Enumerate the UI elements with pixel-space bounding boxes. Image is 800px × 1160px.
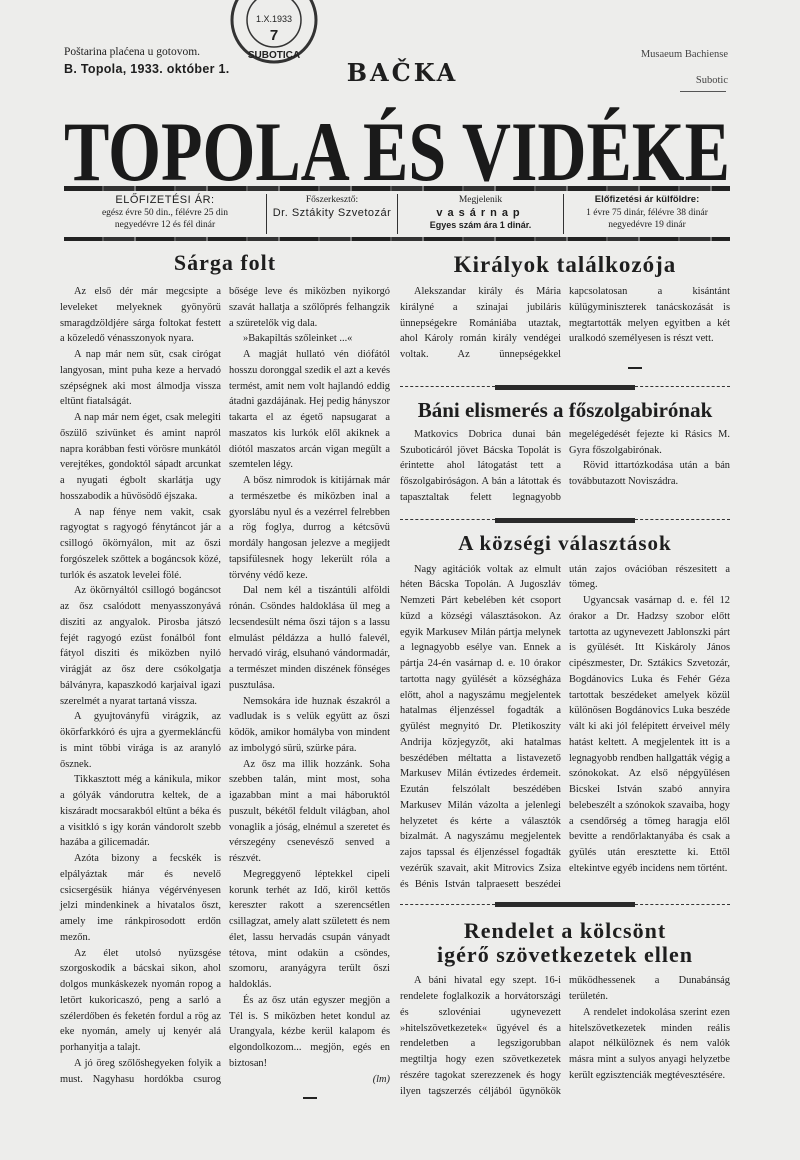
article-title: Királyok találkozója	[453, 252, 677, 277]
right-column	[400, 252, 730, 1099]
end-mark	[303, 1097, 317, 1099]
paragraph: Az ősz ma illik hozzánk. Soha szebben talán, mint most, soha igazabban mint a mai háboruktól puszult, békétől feldult világban, ahol vonaglik a jóság, elnémul a szeretet és vérszegény csenevésző senved a részvét.	[229, 758, 390, 864]
subscription-line: egész évre 50 din., félévre 25 din	[101, 207, 229, 218]
paragraph: És az ősz után egyszer megjön a Tél is. S miközben hetet kondul az Urangyala, kézbe kerül kalapom és elgondolkozom... megjön, egés en biztosan!	[229, 994, 390, 1069]
postmark-city: SUBOTICA	[247, 50, 301, 61]
section-separator	[400, 902, 730, 907]
article-title: Sárga folt	[173, 250, 277, 275]
subscription-line: negyedévre 12 és fél dinár	[114, 220, 216, 230]
foreign-cell	[564, 194, 730, 234]
article-sarga-folt	[60, 250, 390, 1126]
paragraph: A báni hivatal egy szept. 16-i rendelete foglalkozik a horvátországi és szlovéniai ugynevezett »hitelszövetkezetek« ügyével és a rendeletben a legszigorubban megtiltja hogy ezen szövetkezetek részére tagokat szerezzenek és hogy ilyen tagszerzés céljából ügynökök működhessenek a Dunabánság területén.	[400, 975, 730, 1097]
paragraph: Nagy agitációk voltak az elmult héten Bácska Topolán. A Jugoszláv Nemzeti Párt kebelében két csoport küzd a községi választásokon. Az egyik Markusev Milán pártja melynek a legnagyobb esélye van. Ennek a pártja 24-én vasárnap d. e. 10 órakor tartotta nagy gyülését a községháza előtt, ahol a nagyszámu megjelentek hatalmas éljenzéssel fogadták a gyülést megnyitó Dr. Pletikoszity Andrija közjegyzőt, aki hatalmas beszédében méltatta a listavezető Markusev Milán évtizedes érdemeit. Ezután felszólalt beszédében Markusev Milán vázolta a jelenlegi helyzetet és kérte a választók bizalmát. A nagyszámu megjelentek zajos tapssal és éljenzéssel fogadták vezérük szavait, akit Mitrovics Zsiza és Bénis István talpraesett beszédei után zajos ovációban részesitett a tömeg.	[400, 563, 730, 890]
article-body	[60, 284, 390, 1126]
paragraph: A magját hullató vén diófától hosszu doronggal szedik el azt a kevés termést, amit nem volt hajlandó eddig átadni gazdájának. Hej pedig hányszor takarta el az égető napsugarat a maszatos kis lurkók elől akiknek a diótól maszatos arcán vigan megült a szemtelen légy.	[229, 349, 390, 471]
info-bar	[64, 194, 730, 234]
divider	[680, 91, 726, 92]
article-title-line: Rendelet a kölcsönt	[463, 918, 667, 944]
paragraph: Azóta bizony a fecskék is elpályáztak már és nevelő csicsergésük hiánya végérvényesen jelzi mindenkinek a hivatalos őszt, amely ime ránkpirosodott erdőn mezőn.	[60, 853, 221, 943]
subscription-cell	[64, 194, 267, 234]
paragraph: Matkovics Dobrica dunai bán Szuboticáról jövet Bácska Topolát is érintette ahol látogatást tett a főszolgabiróságon. A bán a látottak és tapasztaltak felett legnagyobb megelégedését fejezte ki Rásics M. Gyra főszolgabirónak.	[400, 428, 730, 503]
supertitle: BAČKA	[346, 58, 459, 87]
postmark-number: 7	[269, 27, 279, 44]
place-date: B. Topola, 1933. október 1.	[64, 62, 230, 76]
appears-day: vasárnap	[436, 206, 525, 219]
paragraph: Az ökörnyáltól csillogó bogáncsot az ősz csalódott menyasszonyává disziti az angyalok. Pirosba játszó fejét ragyogó ezüst fonálból font fátyol disziti és miközben nyiló virágját az ősz dere csókolgatja bálványra, kapaszkodó karjaival igazi szerelmét a nyarat tartaná vissza.	[60, 585, 221, 707]
postmark-stamp	[228, 0, 324, 68]
subscription-label: ELŐFIZETÉSI ÁR:	[115, 194, 215, 206]
paragraph: Megreggyenő léptekkel cipeli korunk terhét az Idő, kiről kettős kereszter rakott a szerencsétlen csillagzat, amely alatt született és nem élet, lassu hervadás csupán ványadt tétova, mint odakün a csöndes, szomoru, aranyágyra terült őszi haldoklás.	[229, 868, 390, 990]
library-city: Subotic	[695, 75, 728, 86]
library-stamp	[588, 42, 728, 94]
paragraph: A jó öreg szőlőshegyeken folyik a must. Nagyhasu hordókba csurog bősége leve és miközben nyikorgó szavát hallatja a szőlőprés felhangzik a szüretelők vig dala.	[60, 286, 390, 1085]
article-title: Báni elismerés a főszolgabirónak	[417, 397, 713, 422]
section-separator	[400, 518, 730, 523]
paragraph: A rendelet indokolása szerint ezen hitelszövetkezetek minden reális alapot nélkülöznek és nem valók másra mint a sulyos anyagi helyzetbe került egzisztenciák megtévesztésére.	[569, 1006, 730, 1081]
article-title-line: igérő szövetkezetek ellen	[437, 942, 693, 968]
postal-note: Poštarina plaćena u gotovom.	[64, 46, 201, 58]
end-mark	[628, 367, 642, 369]
paragraph: Nemsokára ide huznak északról a vadludak is s velük együtt az őszi ködök, amikor homályba von mindent az imbolygó sürü, szürke pára.	[229, 695, 390, 754]
masthead-rule	[64, 237, 730, 241]
paragraph: Alekszandar király és Mária királyné a szinajai jubiláris ünnepségekre Romániába utaztak, ahol Károly román király vendégei voltak. Az ünnepségekkel kapcsolatosan a kisántánt külügyminiszterek tanácskozását is megtartották melyen egyitben a két uralkodó személyesen is részt vett.	[400, 286, 730, 360]
editor-label: Főszerkesztő:	[305, 195, 359, 205]
title-text: TOPOLA ÉS VIDÉKE	[64, 103, 730, 182]
paragraph: A nap fénye nem vakit, csak ragyogtat s ragyogó fénytáncot jár a csillogó ökörnyálon, mit az őszi forgószelek szőttek a bogáncsok közé, turlók és aszatok levelei fölé.	[60, 506, 221, 581]
article-body	[400, 973, 730, 1099]
foreign-line: negyedévre 19 dinár	[608, 220, 686, 230]
article-body	[400, 562, 730, 893]
paragraph: Tikkasztott még a kánikula, mikor a gólyák vándorutra keltek, de a kiszáradt mocsarakból eltünt a béka és a visitkló s igy korán vándorolt szebb hazába a gilicemadár.	[60, 774, 221, 849]
editor-cell	[267, 194, 398, 234]
section-separator	[400, 385, 730, 390]
single-price: Egyes szám ára 1 dinár.	[429, 220, 532, 230]
newspaper-title	[64, 96, 730, 182]
article-title: A községi választások	[458, 530, 672, 555]
appears-label: Megjelenik	[458, 195, 503, 205]
paragraph: Dal nem kél a tiszántúli alföldi rónán. Csöndes haldoklása ül meg a lecsendesült néma őszi tájon s a lassu elmulást példázza a hulló falevél, hervadó virág, elsuhanó vándormadár, a természet minden diszének fönséges pusztulása.	[229, 585, 390, 691]
paragraph: A gyujtoványfü virágzik, az ökörfarkkóró és ujra a gyermekláncfü is mint többi virága is az aranyló ősznek.	[60, 711, 221, 770]
article-title	[400, 919, 730, 967]
paragraph: A nap már nem süt, csak cirógat langyosan, mint puha keze a hervadó szépségnek aki most álmodja vissza eltünt fiatalságát.	[60, 349, 221, 408]
library-name: Musaeum Bachiense	[640, 49, 728, 60]
paragraph: Rövid ittartózkodása után a bán továbbutazott Noviszádra.	[569, 460, 730, 487]
paragraph: A nap már nem éget, csak melegiti őszülő szivünket és amint napról napra korábban festi vörösre munkától verejtékes, gondoktól sápadt arcunkat a nyugati égbolt skarlátja ugy hosszabodik a hüvösödő éjszaka.	[60, 412, 221, 502]
foreign-line: 1 évre 75 dinár, félévre 38 dinár	[586, 207, 708, 218]
foreign-label: Előfizetési ár külföldre:	[594, 194, 700, 205]
masthead-left	[64, 44, 230, 78]
article-body	[400, 427, 730, 506]
editor-name: Dr. Sztákity Szvetozár	[272, 206, 392, 219]
paragraph: Az élet utolsó nyüzsgése szorgoskodik a bácskai sikon, ahol dolgos munkáskezek nyomán ropog a letört kukoricaszó, peng a sarló a szélerdőben és feketén fordul a rög az eke nyomán, amely uj kenyér alá porhanyitja a talajt.	[60, 947, 221, 1053]
paragraph: »Bakapiltás szőleinket ...«	[243, 333, 353, 345]
article-body	[400, 284, 730, 363]
paragraph: A bősz nimrodok is kitijárnak már a természetbe és miközben inal a gyorslábu nyul és a vezérrel felrebben a rög foglya, durrog a kétcsövü mordály hangosan jelezve a megijedt tapsifülesnek hogy lekerült róla a törvény védő keze.	[229, 475, 390, 581]
paragraph: Ugyancsak vasárnap d. e. fél 12 órakor a Dr. Hadzsy szobor előtt tartotta az ugynevezett Jablonszki párt is gyülését. Itt Kiskároly János cipészmester, Dr. Sztákics Szvetozár, Bogdánovics Luka és Fehér Géza tartottak beszédeket amelyek közül különösen Bogdánovics Luka beszéde vált ki aki jól felépitett érveivel mély hatást keltett. A megjelentek itt is a legnagyobb rendben hallgatták végig a szónokokat. Az első népgyülésen Bicskei István szabó annyira belebeszélt a szónokok szavaiba, hogy a csendőrség a tömeg haragja elől bevitte a rendőrlaktanyába és csak a gyülés után eresztette ki. Ettől eltekintve egyéb incidens nem történt.	[569, 595, 730, 874]
paragraph: Az első dér már megcsipte a leveleket melyeknek gyönyörü smaragdzöldjére sárga foltokat festett a közeledő vénasszonyok nyara.	[60, 286, 221, 345]
masthead-rule	[64, 186, 730, 191]
article-signature: (lm)	[372, 1073, 390, 1085]
postmark-date: 1.X.1933	[255, 14, 293, 24]
appears-cell	[398, 194, 564, 234]
